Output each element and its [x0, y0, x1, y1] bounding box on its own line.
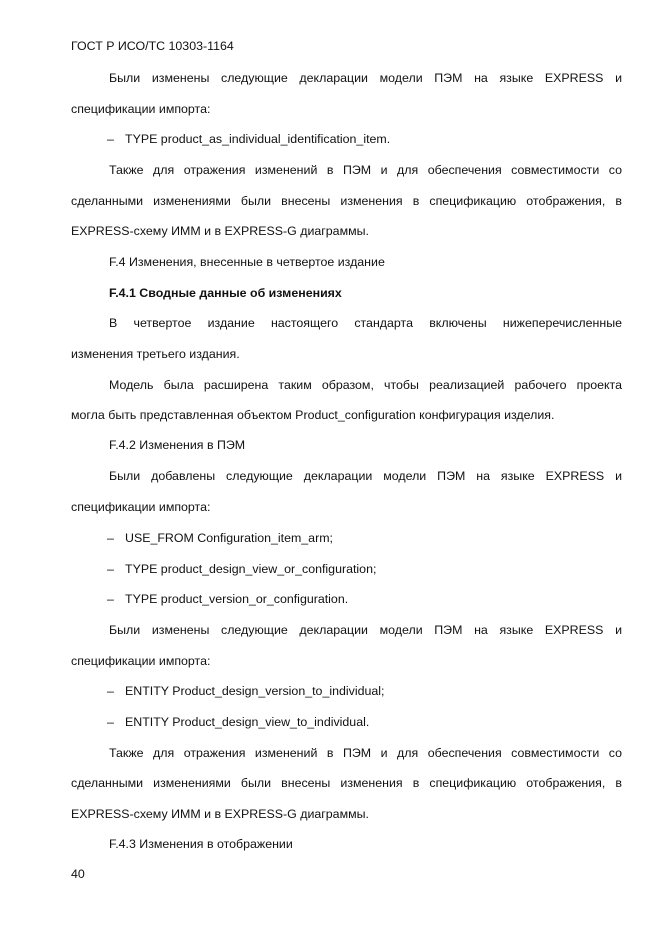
paragraph-line: изменения третьего издания. — [71, 347, 240, 361]
list-item: – TYPE product_as_individual_identification_item. — [107, 132, 391, 146]
section-heading: F.4.3 Изменения в отображении — [109, 837, 293, 851]
section-heading: F.4.2 Изменения в ПЭМ — [109, 438, 246, 452]
paragraph-line: спецификации импорта: — [71, 500, 211, 514]
paragraph-line: могла быть представленная объектом Product_configuration конфигурация изделия. — [71, 408, 555, 422]
dash-bullet: – — [107, 715, 114, 729]
list-item: – ENTITY Product_design_version_to_individual; — [107, 684, 385, 698]
paragraph-line: EXPRESS-схему ИММ и в EXPRESS-G диаграммы. — [71, 807, 369, 821]
document-id: ГОСТ Р ИСО/ТС 10303-1164 — [71, 39, 234, 53]
paragraph-line: EXPRESS-схему ИММ и в EXPRESS-G диаграммы. — [71, 224, 369, 238]
paragraph-line: спецификации импорта: — [71, 102, 211, 116]
page-number: 40 — [71, 867, 85, 881]
dash-bullet: – — [107, 592, 114, 606]
paragraph-line: сделанными изменениями были внесены изменения в спецификацию отображения, в — [71, 776, 622, 790]
section-heading: F.4 Изменения, внесенные в четвертое издание — [109, 255, 385, 269]
list-item: – USE_FROM Configuration_item_arm; — [107, 531, 333, 545]
list-item: – TYPE product_design_view_or_configuration; — [107, 562, 377, 576]
paragraph-line: Были изменены следующие декларации модели ПЭМ на языке EXPRESS и — [109, 623, 622, 637]
paragraph-line: Были изменены следующие декларации модели ПЭМ на языке EXPRESS и — [109, 71, 622, 85]
paragraph-line: В четвертое издание настоящего стандарта включены нижеперечисленные — [109, 316, 622, 330]
dash-bullet: – — [107, 132, 114, 146]
paragraph-line: спецификации импорта: — [71, 654, 211, 668]
dash-bullet: – — [107, 684, 114, 698]
list-item: – ENTITY Product_design_view_to_individual. — [107, 715, 370, 729]
subsection-heading: F.4.1 Сводные данные об изменениях — [109, 286, 342, 300]
paragraph-line: Также для отражения изменений в ПЭМ и для обеспечения совместимости со — [109, 746, 622, 760]
dash-bullet: – — [107, 531, 114, 545]
paragraph-line: сделанными изменениями были внесены изменения в спецификацию отображения, в — [71, 194, 622, 208]
dash-bullet: – — [107, 562, 114, 576]
paragraph-line: Модель была расширена таким образом, чтобы реализацией рабочего проекта — [109, 378, 622, 392]
paragraph-line: Также для отражения изменений в ПЭМ и для обеспечения совместимости со — [109, 163, 622, 177]
paragraph-line: Были добавлены следующие декларации модели ПЭМ на языке EXPRESS и — [109, 469, 622, 483]
list-item: – TYPE product_version_or_configuration. — [107, 592, 349, 606]
